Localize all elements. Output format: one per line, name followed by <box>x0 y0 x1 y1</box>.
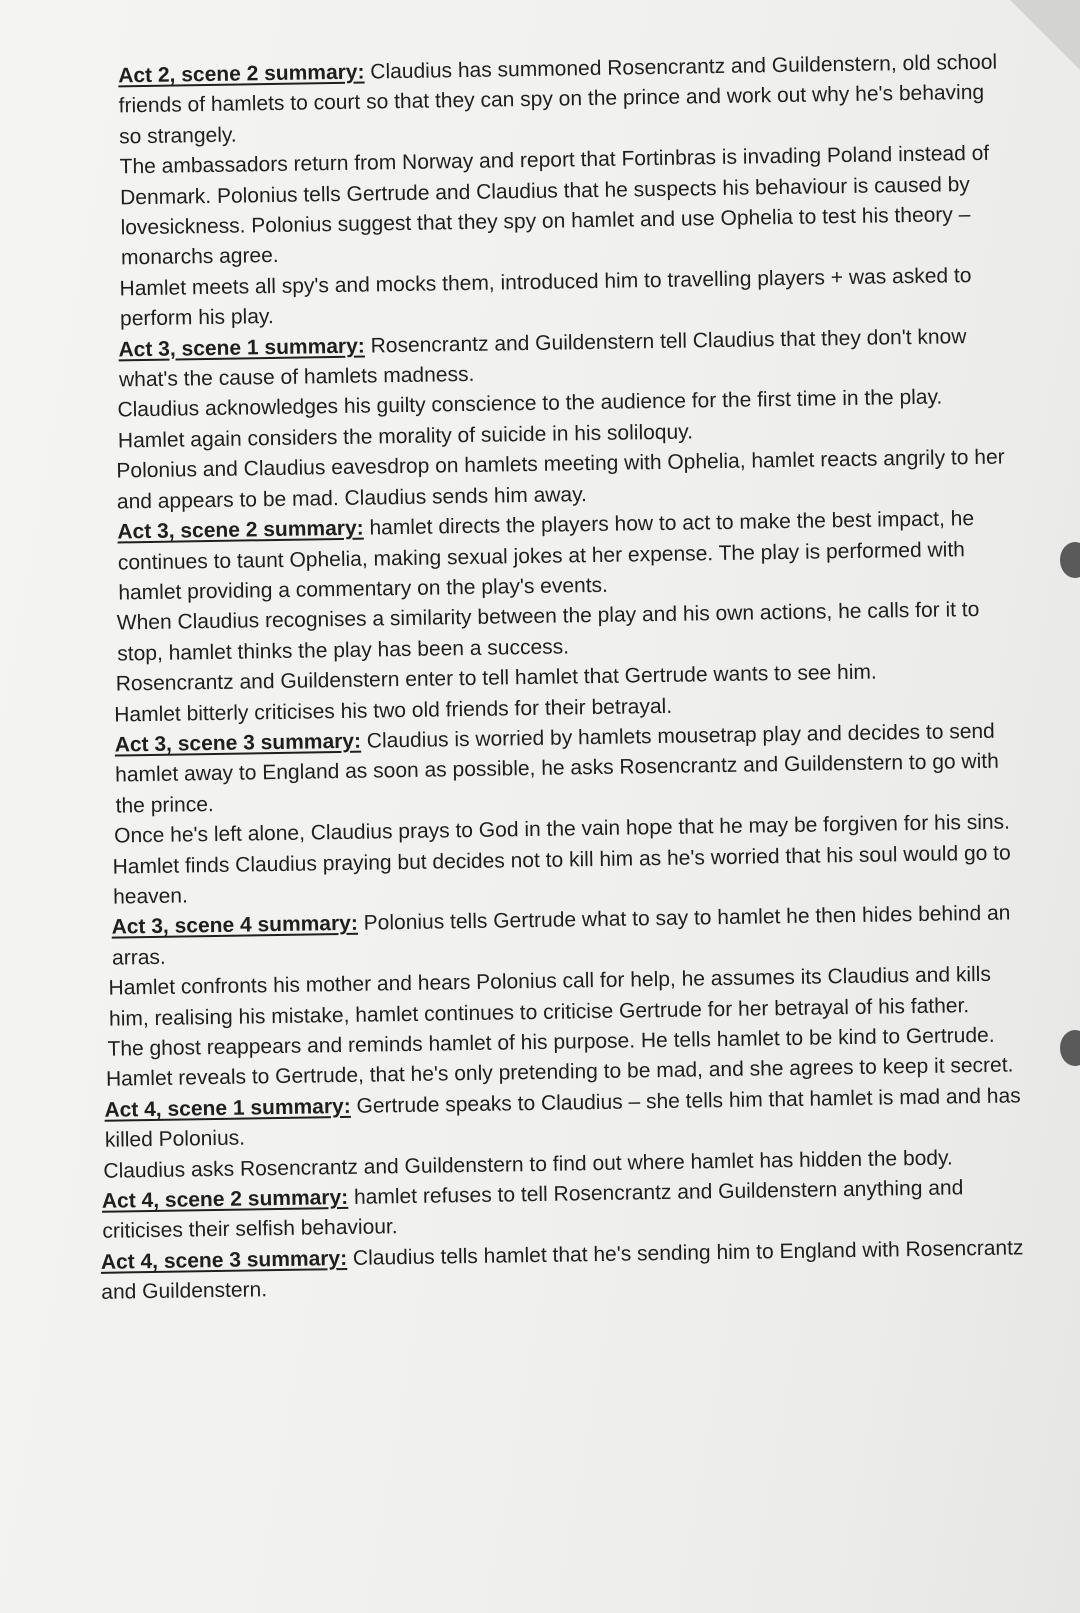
paragraph-text: Polonius tells Gertrude what to say to hamlet he then hides behind an arras. <box>111 901 1011 970</box>
paragraph <box>115 716 1022 821</box>
paragraph-text: hamlet directs the players how to act to make the best impact, he continues to taunt Ophelia, making sexual jokes at her expense. The play is performed with hamlet providing a commentary on the play's events. <box>117 507 975 605</box>
paragraph <box>117 503 1018 608</box>
summary-text <box>80 47 1029 1308</box>
paragraph-text: Hamlet reveals to Gertrude, that he's only pretending to be mad, and she agrees to keep it secret. <box>105 1053 1014 1092</box>
paragraph-text: Claudius acknowledges his guilty conscience to the audience for the first time in the play. <box>117 385 943 422</box>
paragraph-text: Rosencrantz and Guildenstern enter to tell hamlet that Gertrude wants to see him. <box>115 660 877 696</box>
scene-heading: Act 3, scene 1 summary: <box>118 334 365 362</box>
paragraph <box>118 47 1011 152</box>
folded-corner <box>1010 0 1080 70</box>
scene-heading: Act 3, scene 4 summary: <box>111 912 359 939</box>
scene-heading: Act 4, scene 3 summary: <box>100 1246 348 1274</box>
punch-hole <box>1060 542 1080 578</box>
paragraph-text: Hamlet confronts his mother and hears Polonius call for help, he assumes its Claudius and kills him, realising his mistake, hamlet continues to criticise Gertrude for her betrayal of his father. <box>108 962 992 1031</box>
paragraph <box>119 139 1013 275</box>
punch-hole <box>1060 1030 1080 1066</box>
paragraph-text: Hamlet bitterly criticises his two old friends for their betrayal. <box>114 694 673 727</box>
paragraph-text: Hamlet finds Claudius praying but decides not to kill him as he's worried that his soul would go to heaven. <box>112 841 1011 909</box>
paragraph-text: Claudius has summoned Rosencrantz and Guildenstern, old school friends of hamlets to court so that they can spy on the prince and work out why he's behaving so strangely. <box>118 50 998 149</box>
scene-heading: Act 4, scene 2 summary: <box>101 1185 349 1213</box>
paragraph-text: Claudius tells hamlet that he's sending him to England with Rosencrantz and Guildenstern. <box>101 1236 1024 1305</box>
paragraph-text: When Claudius recognises a similarity between the play and his own actions, he calls for it to stop, hamlet thinks the play has been a success. <box>116 598 980 666</box>
paragraph-text: Once he's left alone, Claudius prays to God in the vain hope that he may be forgiven for his sins. <box>113 810 1011 848</box>
scene-heading: Act 2, scene 2 summary: <box>118 60 365 88</box>
paragraph-text: The ambassadors return from Norway and report that Fortinbras is invading Poland instead of Denmark. Polonius tells Gertrude and Claudius that he suspects his behaviour is caused by lovesickness. Polonius suggest that they spy on hamlet and use Ophelia to test his theory – monarchs agree. <box>119 141 990 270</box>
paragraph-text: Hamlet meets all spy's and mocks them, introduced him to travelling players + was asked to perform his play. <box>119 263 972 331</box>
paragraph-text: Polonius and Claudius eavesdrop on hamlets meeting with Ophelia, hamlet reacts angrily to her and appears to be mad. Claudius sends him away. <box>116 445 1005 514</box>
paragraph-text: The ghost reappears and reminds hamlet of his purpose. He tells hamlet to be kind to Gertrude. <box>107 1023 995 1061</box>
paragraph-text: Gertrude speaks to Claudius – she tells him that hamlet is mad and has killed Polonius. <box>104 1084 1021 1152</box>
paragraph-text: hamlet refuses to tell Rosencrantz and Guildenstern anything and criticises their selfish behaviour. <box>102 1176 964 1244</box>
scene-heading: Act 4, scene 1 summary: <box>104 1094 351 1122</box>
paragraph-text: Claudius is worried by hamlets mousetrap play and decides to send hamlet away to England as soon as possible, he asks Rosencrantz and Guildenstern to go with the prince. <box>115 719 999 818</box>
scene-heading: Act 3, scene 2 summary: <box>117 516 364 544</box>
paragraph-text: Rosencrantz and Guildenstern tell Claudius that they don't know what's the cause of hamlets madness. <box>118 324 967 392</box>
paragraph-text: Hamlet again considers the morality of suicide in his soliloquy. <box>117 420 694 453</box>
scene-heading: Act 3, scene 3 summary: <box>114 729 362 757</box>
paragraph-text: Claudius asks Rosencrantz and Guildenstern to find out where hamlet has hidden the body. <box>103 1146 953 1183</box>
